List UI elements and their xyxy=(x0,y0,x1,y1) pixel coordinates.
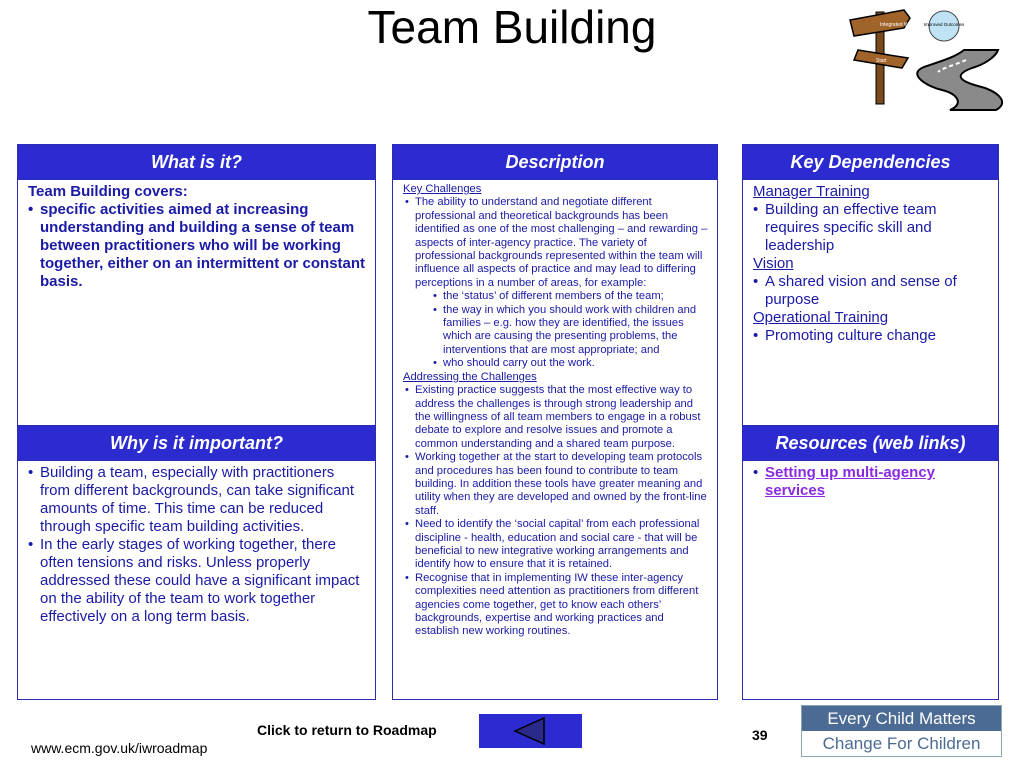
description-header: Description xyxy=(393,145,717,180)
why-important-header: Why is it important? xyxy=(18,426,375,461)
footer-url: www.ecm.gov.uk/iwroadmap xyxy=(31,740,208,756)
sign-integrated-working: Integrated Working xyxy=(880,22,923,28)
setting-up-multi-agency-link[interactable]: Setting up multi-agency services xyxy=(765,464,936,499)
dep-item-manager-training: • Building an effective team requires specific skill and leadership xyxy=(753,201,990,255)
dep-item-vision: • A shared vision and sense of purpose xyxy=(753,273,990,309)
dep-title-manager-training: Manager Training xyxy=(753,183,870,200)
addressing-4: • Recognise that in implementing IW these inter-agency complexities need attention as practitioners from different agencies come together, get to know each others’ backgrounds, expertise and working practices and establish new working routines. xyxy=(403,572,709,639)
sign-start: Start xyxy=(876,58,887,64)
roadmap-signpost-logo xyxy=(846,2,1018,114)
what-is-it-header: What is it? xyxy=(18,145,375,180)
addressing-3: • Need to identify the ‘social capital’ from each professional discipline - health, education and social care - that will be beneficial to new integrative working arrangements and identify how to ensure that it is retained. xyxy=(403,518,709,572)
dep-item-operational-training: • Promoting culture change xyxy=(753,327,990,345)
challenge-text: • The ability to understand and negotiate different professional and theoretical backgrounds has been identified as one of the most challenging – and rewarding – aspects of inter-agency practice. The variety of professional backgrounds represented within the team will influence all aspects of practice and may lead to differing perceptions in a number of areas, for example: xyxy=(403,196,709,290)
page-number: 39 xyxy=(752,727,768,743)
dep-title-operational-training: Operational Training xyxy=(753,309,889,326)
addressing-1: • Existing practice suggests that the most effective way to address the challenges is through strong leadership and the willingness of all team members to engage in a robust debate to explore and resolve issues and promote a common understanding and a shared team purpose. xyxy=(403,384,709,451)
dep-title-vision: Vision xyxy=(753,255,794,272)
description-panel xyxy=(392,144,718,700)
back-arrow-icon xyxy=(479,714,582,748)
why-important-panel xyxy=(17,425,376,700)
addressing-title: Addressing the Challenges xyxy=(403,370,537,383)
page-title: Team Building xyxy=(367,1,657,53)
why-bullet-1: • Building a team, especially with practitioners from different backgrounds, can take significant amounts of time. This time can be reduced through specific team building activities. xyxy=(28,464,367,536)
every-child-matters-logo xyxy=(801,705,1002,757)
resources-body xyxy=(753,464,990,500)
what-bullet: • specific activities aimed at increasing understanding and building a sense of team between practitioners who will be working together, either on an intermittent or constant basis. xyxy=(28,201,367,291)
challenge-sub-2: • the way in which you should work with children and families – e.g. how they are identified, the issues which are causing the presenting problems, the interventions that are most appropriate; and xyxy=(403,304,709,358)
ecm-line-2: Change For Children xyxy=(802,731,1001,756)
description-body xyxy=(403,183,709,639)
what-is-it-panel xyxy=(17,144,376,427)
key-dependencies-header: Key Dependencies xyxy=(743,145,998,180)
key-dependencies-panel xyxy=(742,144,999,427)
sign-improved-outcomes: Improved Outcomes xyxy=(923,22,965,27)
what-heading: Team Building covers: xyxy=(28,183,188,200)
resources-panel xyxy=(742,425,999,700)
key-challenges-title: Key Challenges xyxy=(403,183,482,195)
key-dependencies-body xyxy=(753,183,990,345)
why-bullet-2: • In the early stages of working together, there often tensions and risks. Unless properly addressed these could have a significant impact on the ability of the team to work together effectively on a long term basis. xyxy=(28,536,367,626)
resource-item xyxy=(753,464,990,500)
return-to-roadmap-label[interactable]: Click to return to Roadmap xyxy=(257,722,437,738)
what-is-it-body xyxy=(28,183,367,291)
addressing-2: • Working together at the start to developing team protocols and procedures has been found to contribute to team building. In addition these tools have greater meaning and utility when they are developed and owned by the front-line staff. xyxy=(403,451,709,518)
challenge-sub-3: • who should carry out the work. xyxy=(403,357,709,370)
challenge-sub-1: • the ‘status’ of different members of the team; xyxy=(403,290,709,303)
resources-header: Resources (web links) xyxy=(743,426,998,461)
ecm-line-1: Every Child Matters xyxy=(802,706,1001,731)
why-important-body xyxy=(28,464,367,626)
back-arrow-button[interactable] xyxy=(479,714,582,748)
